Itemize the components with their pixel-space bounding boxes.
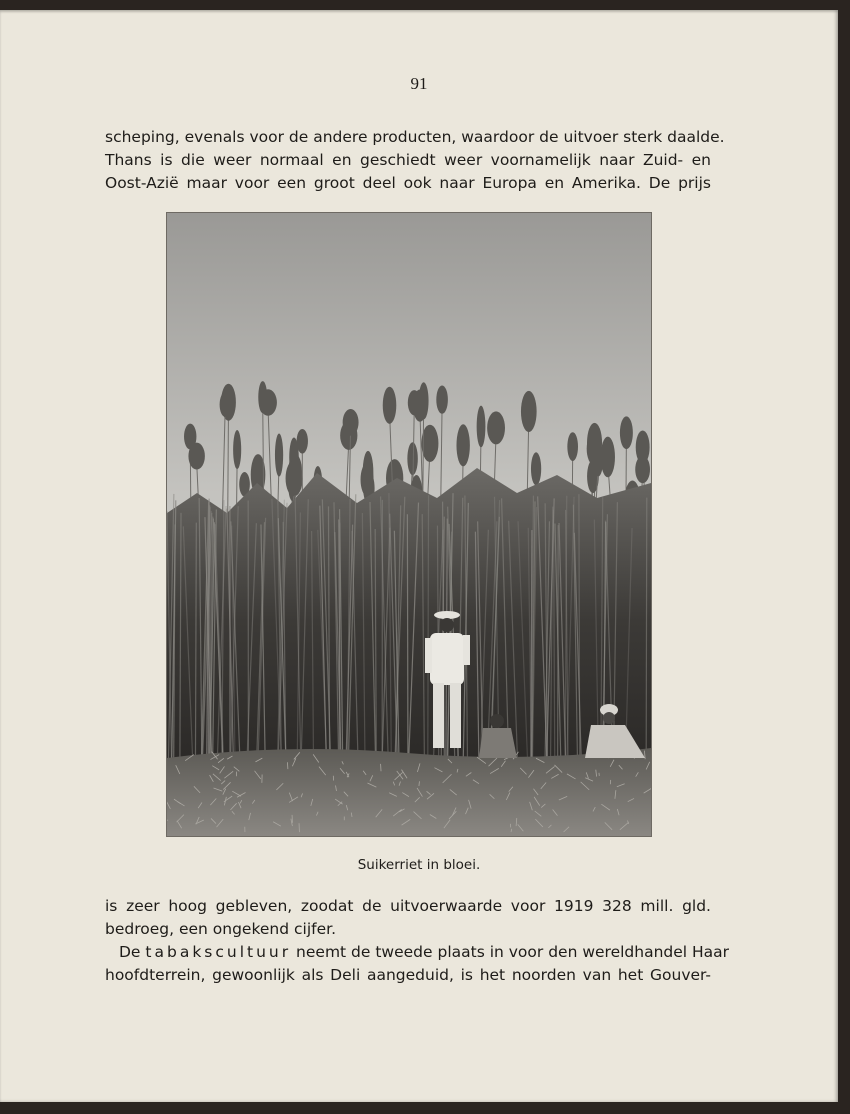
cane-stalk <box>407 514 408 763</box>
cane-plume <box>635 456 650 483</box>
page-number: 91 <box>410 74 428 93</box>
sugarcane-photo-drawing <box>167 213 651 836</box>
grass-blade <box>419 781 420 786</box>
text-fragment: De <box>119 943 146 961</box>
cane-plume <box>419 382 429 419</box>
top-paragraph <box>105 126 725 195</box>
cane-plume <box>477 406 486 448</box>
text-line: bedroeg, een ongekend cijfer. <box>105 920 337 938</box>
text-line: scheping, evenals voor de andere producten, waardoor de uitvoer sterk daalde. <box>105 128 725 146</box>
cane-plume <box>343 409 359 436</box>
cane-plume <box>487 411 505 444</box>
cane-plume <box>220 392 231 417</box>
figure-caption: Suikerriet in bloei. <box>357 857 481 873</box>
text-line-with-spaced-term <box>105 941 730 964</box>
bottom-paragraph <box>105 895 730 987</box>
cane-plume <box>233 430 241 469</box>
cane-plume <box>421 425 438 462</box>
text-line: hoofdterrein, gewoonlijk als Deli aangeduid, is het noorden van het Gouver- <box>105 966 711 984</box>
cane-plume <box>383 387 397 424</box>
ground <box>167 748 651 836</box>
cane-plume <box>286 460 303 496</box>
cane-plume <box>297 429 308 454</box>
cane-plume <box>456 424 469 466</box>
sugarcane-photo <box>166 212 652 837</box>
text-line: Thans is die weer normaal en geschiedt weer voornamelijk naar Zuid- en <box>105 151 711 169</box>
cane-plume <box>620 416 633 449</box>
cane-plume <box>531 452 541 485</box>
cane-plume <box>567 432 578 461</box>
cane-plume <box>275 433 283 476</box>
cane-plume <box>521 391 537 432</box>
cane-plume <box>407 442 417 475</box>
cane-plume <box>188 443 204 470</box>
text-line: is zeer hoog gebleven, zoodat de uitvoerwaarde voor 1919 328 mill. gld. <box>105 897 711 915</box>
spaced-term: tabakscultuur <box>145 943 292 961</box>
cane-plume <box>258 381 267 413</box>
book-page <box>0 10 838 1102</box>
cane-plume <box>593 443 603 477</box>
text-fragment: neemt de tweede plaats in voor den wereldhandel Haar <box>291 943 730 961</box>
cane-stalk <box>646 498 647 763</box>
cane-stalk <box>428 495 429 763</box>
text-line: Oost-Azië maar voor een groot deel ook naar Europa en Amerika. De prijs <box>105 174 711 192</box>
cane-plume <box>436 385 448 413</box>
